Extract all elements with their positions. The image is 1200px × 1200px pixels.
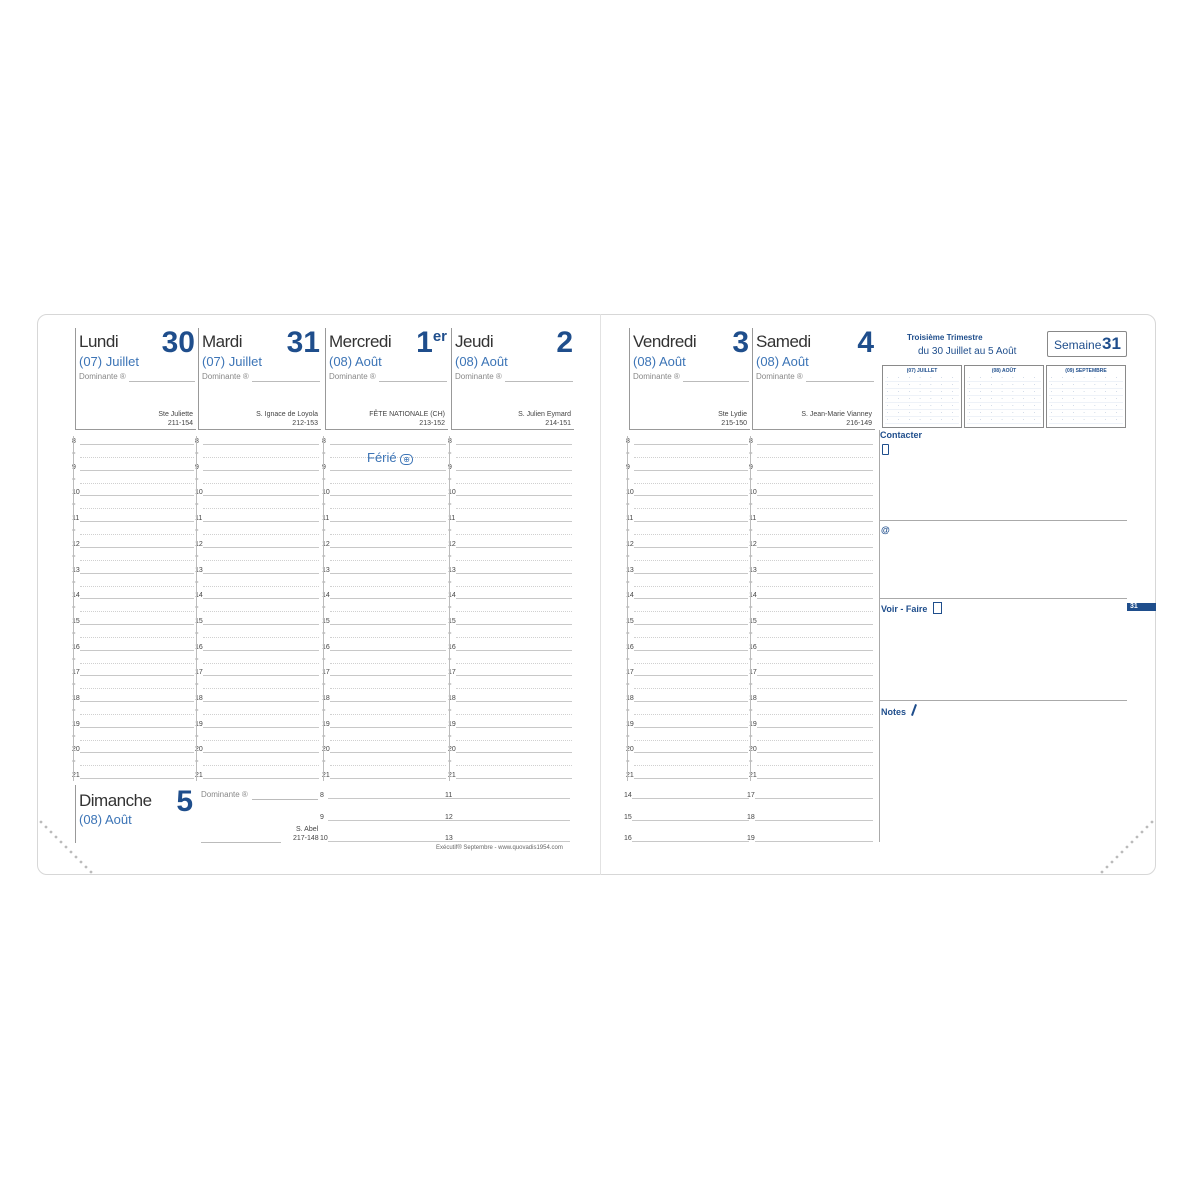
hour-label: 9	[749, 463, 753, 471]
half-hour-mark: =	[626, 759, 630, 766]
half-hour-mark: =	[322, 553, 326, 560]
hour-label: 19	[749, 720, 757, 728]
hour-label: 20	[195, 746, 203, 754]
half-hour-mark: =	[195, 733, 199, 740]
half-hour-mark: =	[72, 476, 76, 483]
hour-label: 20	[72, 746, 80, 754]
day-name: Lundi	[79, 332, 119, 351]
hour-label: 11	[195, 515, 203, 523]
hour-label: 12	[749, 540, 757, 548]
hour-label: 9	[72, 463, 76, 471]
half-hour-mark: =	[749, 656, 753, 663]
hour-label: 16	[195, 643, 203, 651]
hour-label: 10	[626, 489, 634, 497]
hour-label: 13	[322, 566, 330, 574]
day-number: 5	[176, 785, 193, 818]
hour-label: 11	[72, 515, 80, 523]
hour-label: 14	[626, 592, 634, 600]
half-hour-mark: =	[322, 656, 326, 663]
hour-label: 8	[320, 792, 324, 799]
corner-decoration-left	[37, 818, 97, 878]
email-icon: @	[881, 525, 890, 535]
day-samedi[interactable]	[752, 328, 876, 430]
hour-label: 12	[322, 540, 330, 548]
half-hour-mark: =	[322, 708, 326, 714]
hour-label: 14	[322, 592, 330, 600]
hour-label: 18	[747, 813, 755, 821]
saint-name: Ste Lydie	[718, 411, 747, 418]
half-hour-mark: =	[72, 528, 76, 535]
hour-label: 17	[72, 669, 80, 677]
half-hour-mark: =	[448, 656, 452, 663]
hour-label: 8	[749, 438, 753, 445]
half-hour-mark: =	[195, 656, 199, 663]
half-hour-mark: =	[322, 733, 326, 740]
hour-label: 17	[195, 669, 203, 677]
half-hour-mark: =	[322, 476, 326, 483]
hour-column-jeudi[interactable]	[448, 436, 572, 781]
hour-column-vendredi[interactable]	[626, 436, 748, 781]
hour-label: 16	[322, 643, 330, 651]
day-number: 2	[556, 326, 573, 359]
half-hour-mark: =	[322, 579, 326, 586]
half-hour-mark: =	[626, 708, 630, 714]
half-hour-mark: =	[626, 476, 630, 483]
notes-label: Notes	[881, 707, 907, 717]
hour-label: 18	[448, 695, 456, 702]
hour-label: 14	[448, 592, 456, 600]
dimanche-dominante: Dominante ®	[201, 790, 248, 799]
half-hour-mark: =	[448, 759, 452, 766]
hour-label: 20	[448, 746, 456, 754]
hour-label: 12	[445, 813, 453, 821]
half-hour-mark: =	[322, 759, 326, 766]
hour-label: 15	[749, 617, 757, 625]
hour-label: 18	[72, 695, 80, 702]
hour-label: 13	[445, 835, 453, 842]
half-hour-mark: =	[749, 502, 753, 509]
hour-label: 12	[448, 540, 456, 548]
hour-label: 19	[626, 720, 634, 728]
hour-label: 17	[626, 669, 634, 677]
half-hour-mark: =	[448, 733, 452, 740]
hour-label: 13	[749, 566, 757, 574]
half-hour-mark: =	[626, 528, 630, 535]
hour-label: 8	[448, 438, 452, 445]
half-hour-mark: =	[749, 630, 753, 637]
hour-label: 9	[322, 463, 326, 471]
half-hour-mark: =	[322, 630, 326, 637]
saint-name: FÊTE NATIONALE (CH)	[369, 411, 445, 418]
hour-label: 15	[72, 617, 80, 625]
trimestre-subtitle: du 30 Juillet au 5 Août	[918, 346, 1017, 357]
dominante-label: Dominante ®	[202, 372, 249, 381]
hour-label: 15	[448, 617, 456, 625]
day-month: (08) Août	[79, 812, 132, 827]
day-code: 216-149	[846, 420, 872, 427]
hour-label: 18	[195, 695, 203, 702]
day-lundi[interactable]	[75, 328, 197, 430]
hour-label: 13	[626, 566, 634, 574]
dominante-label: Dominante ®	[79, 372, 126, 381]
day-name: Dimanche	[79, 791, 152, 810]
dominante-label: Dominante ®	[329, 372, 376, 381]
hour-label: 16	[624, 835, 632, 842]
dimanche-saint: S. Abel	[296, 826, 319, 833]
note-icon	[933, 602, 942, 614]
day-name: Samedi	[756, 332, 811, 351]
half-hour-mark: =	[195, 476, 199, 483]
saint-name: S. Jean-Marie Vianney	[801, 411, 872, 418]
hour-label: 10	[320, 835, 328, 842]
hour-label: 15	[195, 617, 203, 625]
half-hour-mark: =	[448, 682, 452, 689]
half-hour-mark: =	[749, 579, 753, 586]
half-hour-mark: =	[322, 605, 326, 612]
half-hour-mark: =	[195, 759, 199, 766]
half-hour-mark: =	[72, 708, 76, 714]
hour-label: 8	[626, 438, 630, 445]
hour-label: 10	[448, 489, 456, 497]
week-badge	[1047, 331, 1127, 357]
day-number: 30	[161, 326, 195, 359]
half-hour-mark: =	[448, 630, 452, 637]
saint-name: Ste Juliette	[158, 411, 193, 418]
sunday-slot-column[interactable]	[445, 790, 570, 845]
half-hour-mark: =	[72, 451, 76, 457]
hour-label: 9	[320, 813, 324, 821]
day-month: (07) Juillet	[202, 354, 262, 369]
day-code: 215-150	[721, 420, 747, 427]
sunday-slot-column[interactable]	[624, 790, 749, 845]
hour-label: 15	[626, 617, 634, 625]
ferie-label: Férié ⊕	[367, 450, 413, 465]
day-name: Mardi	[202, 332, 243, 351]
hour-label: 10	[72, 489, 80, 497]
hour-label: 8	[72, 438, 76, 445]
half-hour-mark: =	[195, 553, 199, 560]
hour-label: 13	[195, 566, 203, 574]
hour-label: 17	[448, 669, 456, 677]
day-mercredi[interactable]	[325, 328, 449, 430]
hour-label: 12	[626, 540, 634, 548]
day-month: (08) Août	[633, 354, 686, 369]
half-hour-mark: =	[448, 476, 452, 483]
hour-label: 14	[624, 792, 632, 799]
hour-label: 8	[195, 438, 199, 445]
dominante-label: Dominante ®	[756, 372, 803, 381]
half-hour-mark: =	[749, 476, 753, 483]
day-month: (07) Juillet	[79, 354, 139, 369]
half-hour-mark: =	[749, 605, 753, 612]
half-hour-mark: =	[195, 579, 199, 586]
hour-label: 11	[749, 515, 757, 523]
week-label: Semaine	[1054, 338, 1102, 352]
hour-label: 21	[749, 772, 757, 780]
hour-label: 19	[195, 720, 203, 728]
half-hour-mark: =	[749, 553, 753, 560]
phone-icon	[882, 444, 889, 455]
day-month: (08) Août	[756, 354, 809, 369]
hour-label: 15	[322, 617, 330, 625]
hour-label: 20	[322, 746, 330, 754]
day-number: 4	[857, 326, 874, 359]
hour-label: 17	[747, 792, 755, 799]
half-hour-mark: =	[448, 579, 452, 586]
half-hour-mark: =	[322, 451, 326, 457]
half-hour-mark: =	[72, 682, 76, 689]
hour-label: 11	[626, 515, 634, 523]
half-hour-mark: =	[72, 759, 76, 766]
half-hour-mark: =	[448, 605, 452, 612]
hour-label: 10	[322, 489, 330, 497]
hour-column-samedi[interactable]	[749, 436, 873, 781]
mini-calendar-juillet: (07) JUILLET · · · · · · · · · · · · · · · · · · · · · · · · · · · · · · · · · · · · · · · · · · · · · · · · ·	[882, 365, 962, 428]
hour-label: 18	[322, 695, 330, 702]
hour-label: 13	[448, 566, 456, 574]
half-hour-mark: =	[448, 451, 452, 457]
hour-label: 8	[322, 438, 326, 445]
day-mardi[interactable]	[198, 328, 322, 430]
half-hour-mark: =	[749, 708, 753, 714]
hour-label: 14	[749, 592, 757, 600]
dimanche-code: 217-148	[293, 835, 319, 842]
hour-label: 14	[195, 592, 203, 600]
day-code: 212-153	[292, 420, 318, 427]
day-number: 1er	[416, 326, 447, 359]
half-hour-mark: =	[72, 605, 76, 612]
hour-label: 9	[626, 463, 630, 471]
half-hour-mark: =	[448, 502, 452, 509]
half-hour-mark: =	[195, 630, 199, 637]
hour-label: 13	[72, 566, 80, 574]
half-hour-mark: =	[195, 502, 199, 509]
day-code: 214-151	[545, 420, 571, 427]
hour-label: 19	[747, 835, 755, 842]
day-number: 3	[732, 326, 749, 359]
hour-label: 12	[72, 540, 80, 548]
half-hour-mark: =	[72, 502, 76, 509]
half-hour-mark: =	[195, 682, 199, 689]
contacter-label: Contacter	[880, 430, 923, 440]
hour-column-lundi[interactable]	[72, 436, 194, 781]
hour-label: 11	[322, 515, 330, 523]
half-hour-mark: =	[749, 733, 753, 740]
week-number: 31	[1102, 334, 1121, 353]
dominante-label: Dominante ®	[633, 372, 680, 381]
day-vendredi[interactable]	[629, 328, 751, 430]
half-hour-mark: =	[195, 605, 199, 612]
day-name: Mercredi	[329, 332, 392, 351]
day-name: Vendredi	[633, 332, 697, 351]
hour-label: 16	[749, 643, 757, 651]
half-hour-mark: =	[626, 682, 630, 689]
half-hour-mark: =	[322, 528, 326, 535]
trimestre-title: Troisième Trimestre	[907, 333, 983, 342]
half-hour-mark: =	[626, 656, 630, 663]
half-hour-mark: =	[448, 553, 452, 560]
saint-name: S. Ignace de Loyola	[256, 411, 318, 418]
day-month: (08) Août	[329, 354, 382, 369]
half-hour-mark: =	[72, 733, 76, 740]
half-hour-mark: =	[322, 502, 326, 509]
hour-label: 16	[72, 643, 80, 651]
hour-label: 11	[445, 792, 453, 799]
hour-label: 17	[322, 669, 330, 677]
half-hour-mark: =	[626, 451, 630, 457]
half-hour-mark: =	[322, 682, 326, 689]
day-name: Jeudi	[455, 332, 494, 351]
hour-label: 21	[72, 772, 80, 780]
half-hour-mark: =	[626, 553, 630, 560]
footer-credit: Exécutif® Septembre - www.quovadis1954.com	[436, 845, 563, 851]
day-month: (08) Août	[455, 354, 508, 369]
corner-decoration-right	[1096, 818, 1156, 878]
hour-column-mardi[interactable]	[195, 436, 319, 781]
hour-label: 18	[626, 695, 634, 702]
sunday-slot-column[interactable]	[747, 790, 873, 845]
hour-label: 19	[72, 720, 80, 728]
half-hour-mark: =	[72, 553, 76, 560]
hour-label: 17	[749, 669, 757, 677]
half-hour-mark: =	[448, 528, 452, 535]
hour-label: 15	[624, 813, 632, 821]
day-code: 213-152	[419, 420, 445, 427]
day-number: 31	[286, 326, 320, 359]
hour-column-mercredi[interactable]	[322, 436, 446, 781]
hour-label: 19	[322, 720, 330, 728]
mini-calendar-aout: (08) AOÛT · · · · · · · · · · · · · · · · · · · · · · · · · · · · · · · · · · · · · · · · · · · · · · · · ·	[964, 365, 1044, 428]
hour-label: 19	[448, 720, 456, 728]
hour-label: 12	[195, 540, 203, 548]
half-hour-mark: =	[626, 733, 630, 740]
half-hour-mark: =	[195, 528, 199, 535]
day-code: 211-154	[167, 420, 193, 427]
hour-label: 16	[448, 643, 456, 651]
hour-label: 9	[448, 463, 452, 471]
half-hour-mark: =	[626, 502, 630, 509]
half-hour-mark: =	[626, 630, 630, 637]
half-hour-mark: =	[72, 656, 76, 663]
mini-calendar-septembre: (09) SEPTEMBRE · · · · · · · · · · · · · · · · · · · · · · · · · · · · · · · · · · · · · · · · · · · · · · · · ·	[1046, 365, 1126, 428]
hour-label: 14	[72, 592, 80, 600]
hour-label: 10	[749, 489, 757, 497]
half-hour-mark: =	[72, 579, 76, 586]
hour-label: 10	[195, 489, 203, 497]
half-hour-mark: =	[72, 630, 76, 637]
week-tab[interactable]: 31	[1127, 603, 1156, 611]
hour-label: 18	[749, 695, 757, 702]
half-hour-mark: =	[195, 708, 199, 714]
half-hour-mark: =	[626, 605, 630, 612]
half-hour-mark: =	[749, 451, 753, 457]
hour-label: 20	[626, 746, 634, 754]
page-spine	[600, 314, 601, 875]
voir-faire-label: Voir - Faire	[881, 604, 928, 614]
hour-label: 21	[195, 772, 203, 780]
half-hour-mark: =	[749, 682, 753, 689]
hour-label: 21	[626, 772, 634, 780]
half-hour-mark: =	[626, 579, 630, 586]
hour-label: 20	[749, 746, 757, 754]
saint-name: S. Julien Eymard	[518, 411, 571, 418]
half-hour-mark: =	[448, 708, 452, 714]
dominante-label: Dominante ®	[455, 372, 502, 381]
half-hour-mark: =	[749, 528, 753, 535]
half-hour-mark: =	[749, 759, 753, 766]
hour-label: 9	[195, 463, 199, 471]
hour-label: 16	[626, 643, 634, 651]
day-jeudi[interactable]	[451, 328, 575, 430]
hour-label: 21	[322, 772, 330, 780]
half-hour-mark: =	[195, 451, 199, 457]
hour-label: 11	[448, 515, 456, 523]
hour-label: 21	[448, 772, 456, 780]
